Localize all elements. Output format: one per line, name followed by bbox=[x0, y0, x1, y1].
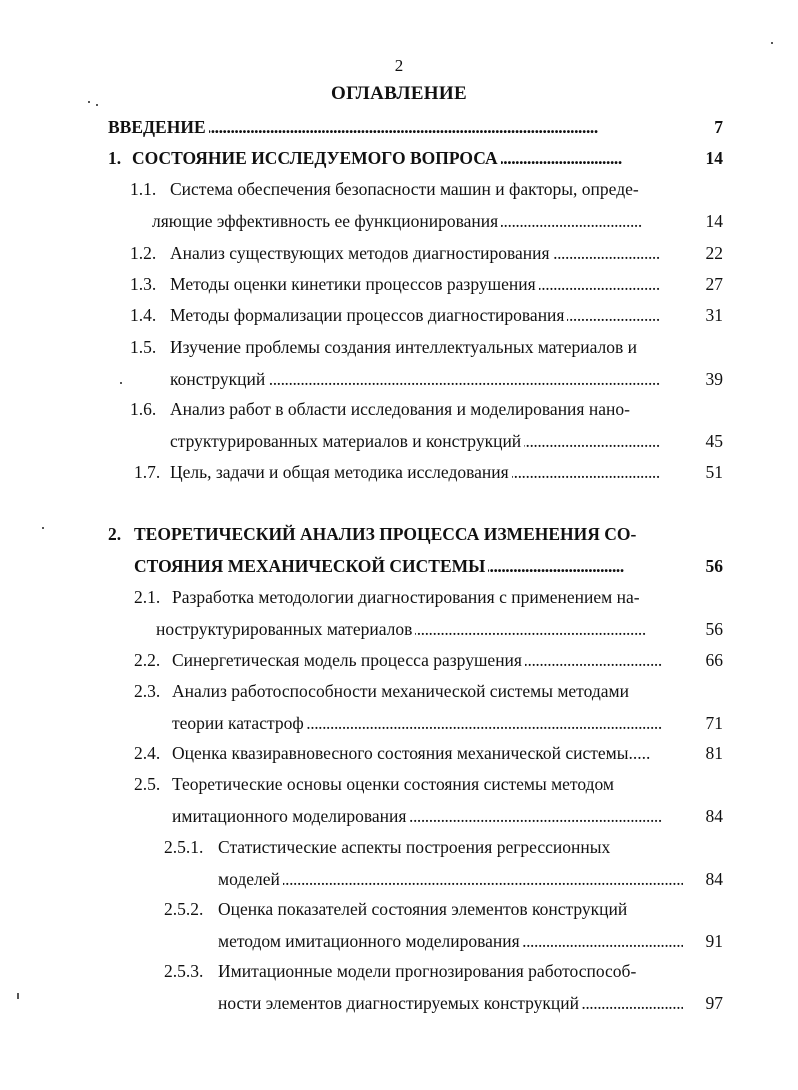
toc-entry-2-1[interactable] bbox=[108, 586, 723, 642]
scan-speck bbox=[88, 101, 90, 103]
entry-page: 81 bbox=[705, 743, 723, 763]
entry-title-line: моделей bbox=[218, 868, 283, 890]
entry-page: 39 bbox=[705, 369, 723, 389]
entry-page: 51 bbox=[705, 462, 723, 482]
entry-title-line: ляющие эффективность ее функционирования bbox=[152, 210, 501, 232]
entry-number: 1.1. bbox=[130, 179, 157, 199]
entry-page: 45 bbox=[705, 431, 723, 451]
entry-number: 2.3. bbox=[134, 681, 161, 701]
scan-speck bbox=[17, 993, 19, 999]
entry-title-line: СТОЯНИЯ МЕХАНИЧЕСКОЙ СИСТЕМЫ bbox=[134, 555, 488, 577]
entry-title: Цель, задачи и общая методика исследования bbox=[170, 461, 512, 483]
toc-entry-1-5[interactable] bbox=[108, 336, 723, 392]
entry-title-line: Разработка методологии диагностирования с применением на- bbox=[172, 587, 640, 607]
toc-entry-2-4[interactable] bbox=[108, 742, 723, 764]
entry-number: 2.5.2. bbox=[164, 899, 204, 919]
entry-title-line: Имитационные модели прогнозирования работоспособ- bbox=[218, 961, 637, 981]
entry-number: 2. bbox=[108, 524, 122, 544]
toc-entry-2-5-3[interactable] bbox=[108, 960, 723, 1016]
toc-entry-1-1[interactable] bbox=[108, 178, 723, 234]
entry-title-line: Анализ работоспособности механической системы методами bbox=[172, 681, 629, 701]
entry-number: 2.5.3. bbox=[164, 961, 204, 981]
entry-title-line: Статистические аспекты построения регрессионных bbox=[218, 837, 611, 857]
entry-title: Анализ существующих методов диагностирования bbox=[170, 242, 553, 264]
entry-number: 2.5.1. bbox=[164, 837, 204, 857]
entry-title-line: теории катастроф bbox=[172, 712, 307, 734]
toc-entry-1[interactable] bbox=[108, 147, 723, 169]
entry-page: 14 bbox=[705, 211, 723, 231]
entry-number: 2.5. bbox=[134, 774, 161, 794]
page-number: 2 bbox=[394, 56, 404, 75]
entry-title: Методы оценки кинетики процессов разрушения bbox=[170, 273, 539, 295]
entry-title: Методы формализации процессов диагностирования bbox=[170, 304, 567, 326]
entry-page: 91 bbox=[705, 931, 723, 951]
entry-title-line: методом имитационного моделирования bbox=[218, 930, 523, 952]
entry-page: 14 bbox=[705, 148, 723, 168]
scan-speck bbox=[771, 42, 773, 44]
entry-number: 1.5. bbox=[130, 337, 157, 357]
entry-number: 2.2. bbox=[134, 650, 161, 670]
entry-title-line: ТЕОРЕТИЧЕСКИЙ АНАЛИЗ ПРОЦЕССА ИЗМЕНЕНИЯ СО- bbox=[134, 524, 637, 544]
toc-entry-1-7[interactable] bbox=[108, 461, 723, 483]
entry-title-line: структурированных материалов и конструкций bbox=[170, 430, 524, 452]
entry-title: ВВЕДЕНИЕ bbox=[108, 116, 209, 138]
entry-title-line: ности элементов диагностируемых конструкций bbox=[218, 992, 582, 1014]
toc-entry-2-5[interactable] bbox=[108, 773, 723, 829]
toc-entry-1-4[interactable] bbox=[108, 304, 723, 326]
entry-page: 7 bbox=[714, 117, 723, 137]
entry-number: 2.4. bbox=[134, 743, 161, 763]
entry-page: 66 bbox=[705, 650, 723, 670]
entry-number: 1.4. bbox=[130, 305, 157, 325]
entry-number: 1.6. bbox=[130, 399, 157, 419]
toc-entry-2-5-1[interactable] bbox=[108, 836, 723, 892]
entry-number: 1.3. bbox=[130, 274, 157, 294]
entry-title: Оценка квазиравновесного состояния механической системы..... bbox=[172, 743, 651, 763]
toc-entry-2[interactable] bbox=[108, 523, 723, 579]
entry-page: 31 bbox=[705, 305, 723, 325]
scan-speck bbox=[96, 104, 98, 106]
toc-entry-1-2[interactable] bbox=[108, 242, 723, 264]
entry-page: 56 bbox=[705, 619, 723, 639]
toc-title: ОГЛАВЛЕНИЕ bbox=[331, 83, 467, 104]
entry-title-line: конструкций bbox=[170, 368, 268, 390]
entry-title-line: Теоретические основы оценки состояния системы методом bbox=[172, 774, 614, 794]
toc-entry-2-5-2[interactable] bbox=[108, 898, 723, 954]
entry-page: 84 bbox=[705, 806, 723, 826]
toc-entry-1-6[interactable] bbox=[108, 398, 723, 454]
entry-number: 1.7. bbox=[134, 462, 161, 482]
scan-speck bbox=[42, 527, 44, 529]
toc-entry-2-2[interactable] bbox=[108, 649, 723, 671]
entry-page: 22 bbox=[705, 243, 723, 263]
entry-title: СОСТОЯНИЕ ИССЛЕДУЕМОГО ВОПРОСА bbox=[132, 147, 501, 169]
entry-title-line: ноструктурированных материалов bbox=[156, 618, 415, 640]
entry-number: 1.2. bbox=[130, 243, 157, 263]
entry-number: 2.1. bbox=[134, 587, 161, 607]
entry-title-line: Система обеспечения безопасности машин и факторы, опреде- bbox=[170, 179, 639, 199]
entry-title-line: Оценка показателей состояния элементов конструкций bbox=[218, 899, 628, 919]
scan-speck bbox=[120, 382, 122, 384]
toc-entry-introduction[interactable] bbox=[108, 116, 723, 138]
entry-title-line: Анализ работ в области исследования и моделирования нано- bbox=[170, 399, 630, 419]
toc-entry-1-3[interactable] bbox=[108, 273, 723, 295]
entry-page: 56 bbox=[705, 556, 723, 576]
entry-page: 27 bbox=[705, 274, 723, 294]
entry-page: 84 bbox=[705, 869, 723, 889]
entry-page: 97 bbox=[705, 993, 723, 1013]
entry-title: Синергетическая модель процесса разрушения bbox=[172, 649, 525, 671]
entry-title-line: имитационного моделирования bbox=[172, 805, 409, 827]
entry-number: 1. bbox=[108, 148, 122, 168]
toc-entry-2-3[interactable] bbox=[108, 680, 723, 736]
entry-title-line: Изучение проблемы создания интеллектуальных материалов и bbox=[170, 337, 638, 357]
entry-page: 71 bbox=[705, 713, 723, 733]
